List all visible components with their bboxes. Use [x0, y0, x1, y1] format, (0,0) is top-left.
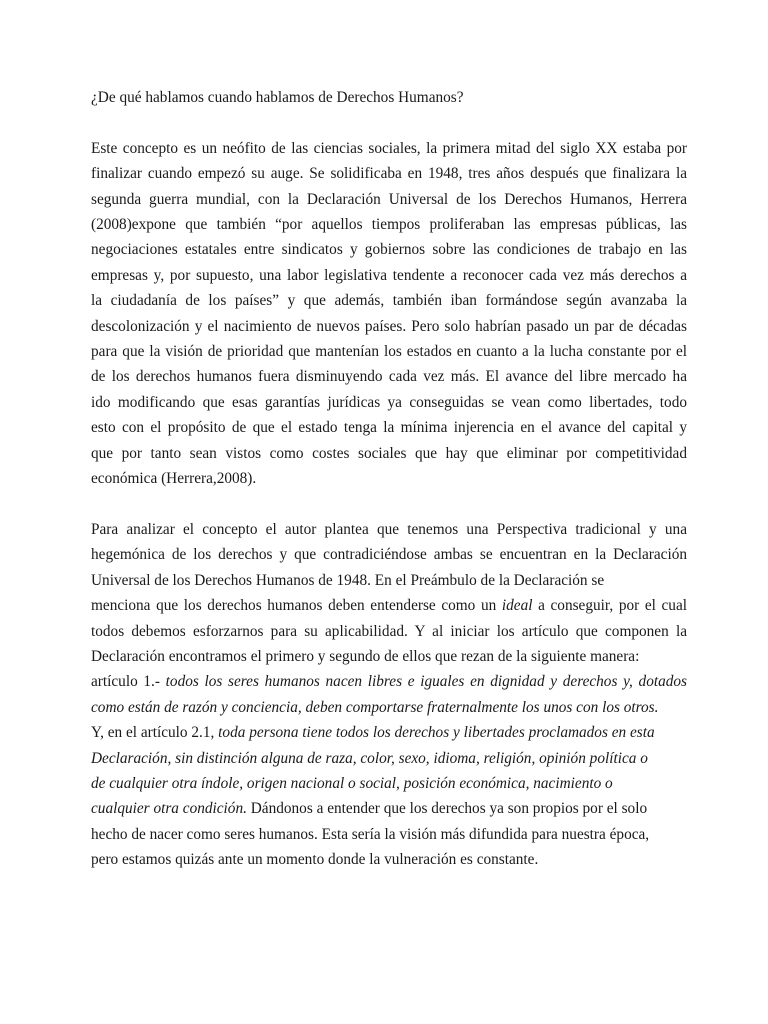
paragraph-1-line: que por tanto sean vistos como costes sociales que hay que eliminar por competitividad	[91, 444, 687, 462]
paragraph-1-line: económica (Herrera,2008).	[91, 470, 257, 488]
paragraph-2-line: Declaración encontramos el primero y segundo de ellos que rezan de la siguiente manera:	[91, 647, 640, 665]
italic-quote: todos los seres humanos nacen libres e iguales en dignidad y derechos y, dotados	[165, 673, 687, 691]
paragraph-2-line: Universal de los Derechos Humanos de 1948. En el Preámbulo de la Declaración se	[91, 571, 605, 589]
italic-quote-line: Declaración, sin distinción alguna de raza, color, sexo, idioma, religión, opinión política o	[91, 749, 648, 767]
italic-term: ideal	[501, 597, 533, 615]
italic-quote-line: de cualquier otra índole, origen nacional o social, posición económica, nacimiento o	[91, 774, 613, 792]
text-run: Dándonos a entender que los derechos ya son propios por el solo	[246, 800, 648, 818]
paragraph-2-line	[91, 593, 687, 618]
paragraph-2	[91, 517, 687, 873]
paragraph-2-line: todos debemos esforzarnos para su aplicabilidad. Y al iniciar los artículo que componen la	[91, 622, 687, 640]
paragraph-1-line: Este concepto es un neófito de las ciencias sociales, la primera mitad del siglo XX estaba por	[91, 139, 687, 157]
paragraph-2-line: hegemónica de los derechos y que contradiciéndose ambas se encuentran en la Declaración	[91, 546, 687, 564]
text-run: Y, en el artículo 2.1,	[91, 724, 219, 742]
paragraph-1-line: (2008)expone que también “por aquellos tiempos proliferaban las empresas públicas, las	[91, 216, 687, 234]
paragraph-2-line: hecho de nacer como seres humanos. Esta sería la visión más difundida para nuestra época,	[91, 825, 650, 843]
text-run: a conseguir, por el cual	[532, 597, 687, 615]
paragraph-1-line: esto con el propósito de que el estado tenga la mínima injerencia en el avance del capital y	[91, 419, 687, 437]
paragraph-2-line: Para analizar el concepto el autor plantea que tenemos una Perspectiva tradicional y una	[91, 520, 687, 538]
paragraph-1-line: segunda guerra mundial, con la Declaración Universal de los Derechos Humanos, Herrera	[91, 190, 687, 208]
document-body	[91, 85, 687, 898]
paragraph-2-line: pero estamos quizás ante un momento donde la vulneración es constante.	[91, 851, 539, 869]
paragraph-1-line: la ciudadanía de los países” y que además, también iban formándose según avanzaba la	[91, 292, 687, 310]
paragraph-1-line: de los derechos humanos fuera disminuyendo cada vez más. El avance del libre mercado ha	[91, 368, 687, 386]
text-run: artículo 1.-	[91, 673, 166, 691]
paragraph-1-line: descolonización y el nacimiento de nuevos países. Pero solo habrían pasado un par de décadas	[91, 317, 687, 335]
document-title: ¿De qué hablamos cuando hablamos de Derechos Humanos?	[91, 89, 464, 106]
paragraph-1-line: empresas y, por supuesto, una labor legislativa tendente a reconocer cada vez más derechos a	[91, 266, 687, 284]
text-run: menciona que los derechos humanos deben entenderse como un	[91, 597, 502, 615]
paragraph-1-line: para que la visión de prioridad que mantenían los estados en cuanto a la lucha constante por el	[91, 343, 687, 361]
paragraph-1-line: negociaciones estatales entre sindicatos y gobiernos sobre las condiciones de trabajo en las	[91, 241, 687, 259]
paragraph-1	[91, 136, 687, 492]
paragraph-1-line: ido modificando que esas garantías jurídicas ya conseguidas se vean como libertades, todo	[91, 393, 687, 411]
paragraph-1-line: finalizar cuando empezó su auge. Se solidificaba en 1948, tres años después que finalizara la	[91, 165, 687, 183]
paragraph-2-line	[91, 720, 687, 745]
paragraph-2-line	[91, 796, 687, 821]
italic-quote: toda persona tiene todos los derechos y libertades proclamados en esta	[218, 724, 655, 742]
paragraph-2-line	[91, 669, 687, 694]
italic-quote: cualquier otra condición.	[91, 800, 247, 818]
italic-quote-line: como están de razón y conciencia, deben comportarse fraternalmente los unos con los otros.	[91, 698, 659, 716]
